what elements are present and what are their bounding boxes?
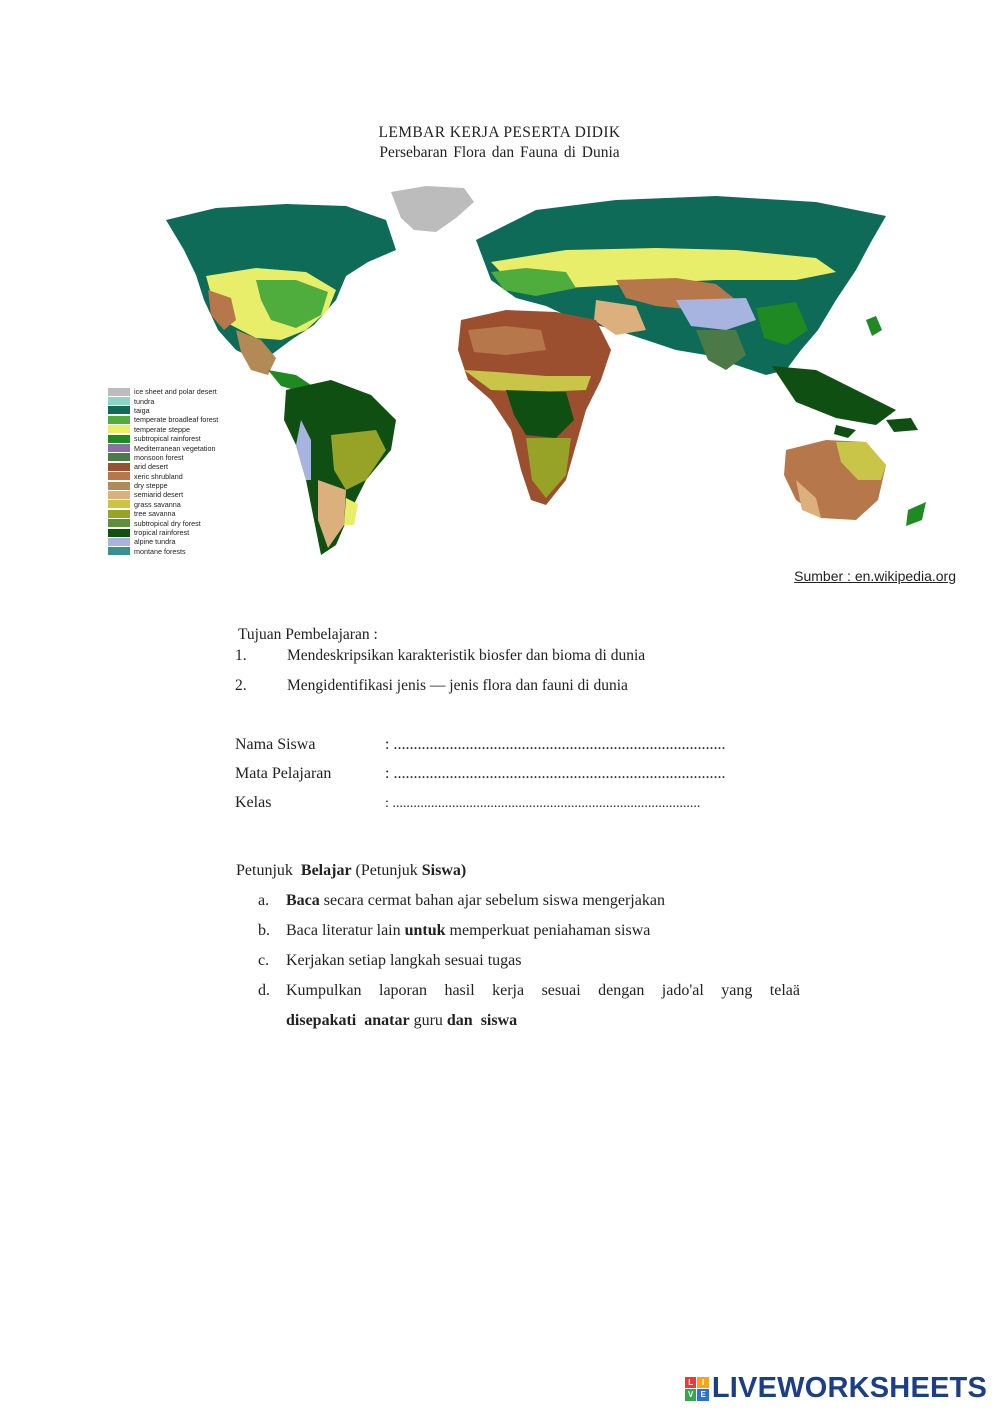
instruction-item-d-cont <box>286 1012 828 1030</box>
instruction-item-a <box>258 892 800 910</box>
legend-label: xeric shrubland <box>134 471 183 481</box>
legend-swatch <box>108 529 130 537</box>
legend-item <box>108 481 268 490</box>
legend-swatch <box>108 463 130 471</box>
legend-item <box>108 406 268 415</box>
legend-label: semiarid desert <box>134 490 184 500</box>
instr-title-word: (Petunjuk <box>355 862 418 879</box>
legend-label: tundra <box>134 396 155 406</box>
instr-letter: d. <box>258 982 270 999</box>
legend-label: subtropical rainforest <box>134 434 201 444</box>
instructions-title <box>236 862 466 880</box>
instr-bold: untuk <box>404 922 446 939</box>
legend-item <box>108 509 268 518</box>
legend-swatch <box>108 453 130 461</box>
instr-bold: dan siswa <box>446 1012 518 1029</box>
legend-swatch <box>108 397 130 405</box>
legend-label: tropical rainforest <box>134 528 190 538</box>
instr-letter: a. <box>258 892 270 909</box>
instruction-item-c <box>258 952 800 970</box>
legend-label: subtropical dry forest <box>134 518 201 528</box>
field-mata-pelajaran <box>235 765 795 783</box>
legend-item <box>108 490 268 499</box>
legend-item <box>108 528 268 537</box>
goal-item <box>235 647 645 665</box>
liveworksheets-brand[interactable] <box>685 1372 987 1405</box>
field-label: Mata Pelajaran <box>235 765 332 782</box>
liveworksheets-logo-icon <box>685 1377 709 1401</box>
logo-letter: I <box>697 1377 709 1389</box>
legend-swatch <box>108 538 130 546</box>
instr-bold: disepakati anatar <box>286 1012 410 1029</box>
instr-text: guru <box>409 1012 447 1029</box>
source-link[interactable]: Sumber : en.wikipedia.org <box>794 568 956 584</box>
legend-item <box>108 396 268 405</box>
legend-swatch <box>108 491 130 499</box>
instr-text: Kerjakan setiap langkah sesuai tugas <box>286 952 522 969</box>
legend-label: temperate broadleaf forest <box>134 415 219 425</box>
legend-swatch <box>108 406 130 414</box>
legend-item <box>108 472 268 481</box>
instr-text: memperkuat peniahaman siswa <box>445 922 651 939</box>
legend-label: arid desert <box>134 462 168 472</box>
field-label: Nama Siswa <box>235 736 316 753</box>
legend-label: temperate steppe <box>134 424 190 434</box>
legend-swatch <box>108 500 130 508</box>
legend-label: montane forests <box>134 546 186 556</box>
legend-label: tree savanna <box>134 509 176 519</box>
goal-text: Mendeskripsikan karakteristik biosfer dan bioma di dunia <box>287 647 646 664</box>
map-legend <box>108 387 268 556</box>
field-nama-siswa <box>235 736 795 754</box>
legend-item <box>108 547 268 556</box>
legend-label: ice sheet and polar desert <box>134 387 217 397</box>
legend-item <box>108 537 268 546</box>
legend-swatch <box>108 482 130 490</box>
field-blank[interactable]: : ........................................................................................ <box>385 796 701 811</box>
field-kelas <box>235 794 795 812</box>
goal-number: 2. <box>235 677 247 694</box>
goal-number: 1. <box>235 647 247 664</box>
legend-item <box>108 518 268 527</box>
instr-text: Kumpulkan laporan hasil kerja sesuai dengan jado'al yang telaä <box>286 982 800 999</box>
legend-item <box>108 434 268 443</box>
legend-item <box>108 462 268 471</box>
logo-letter: V <box>685 1389 697 1401</box>
legend-label: Mediterranean vegetation <box>134 443 216 453</box>
legend-swatch <box>108 472 130 480</box>
logo-letter: E <box>697 1389 709 1401</box>
instr-title-bold: Siswa) <box>421 862 467 879</box>
greenland-region <box>391 186 474 232</box>
instr-text: secara cermat bahan ajar sebelum siswa mengerjakan <box>319 892 665 909</box>
legend-item <box>108 415 268 424</box>
brand-text: LIVEWORKSHEETS <box>711 1372 987 1404</box>
legend-label: taiga <box>134 405 150 415</box>
legend-swatch <box>108 425 130 433</box>
field-label: Kelas <box>235 794 272 811</box>
instr-bold: Baca <box>286 892 320 909</box>
goal-item <box>235 677 628 695</box>
legend-item <box>108 387 268 396</box>
legend-item <box>108 425 268 434</box>
goals-title: Tujuan Pembelajaran : <box>238 626 378 643</box>
instr-text: Baca literatur lain <box>286 922 405 939</box>
instr-letter: c. <box>258 952 270 969</box>
legend-swatch <box>108 388 130 396</box>
logo-letter: L <box>685 1377 697 1389</box>
legend-label: monsoon forest <box>134 452 184 462</box>
field-blank[interactable]: : ................................................................................... <box>385 765 726 782</box>
legend-swatch <box>108 416 130 424</box>
legend-label: dry steppe <box>134 481 168 491</box>
legend-swatch <box>108 547 130 555</box>
legend-swatch <box>108 510 130 518</box>
legend-swatch <box>108 519 130 527</box>
instr-title-word: Petunjuk <box>236 862 293 879</box>
legend-swatch <box>108 435 130 443</box>
instruction-item-d <box>258 982 800 1000</box>
page-subtitle: Persebaran Flora dan Fauna di Dunia <box>379 144 620 161</box>
legend-item <box>108 443 268 452</box>
legend-label: alpine tundra <box>134 537 176 547</box>
instr-letter: b. <box>258 922 270 939</box>
legend-item <box>108 453 268 462</box>
field-blank[interactable]: : ................................................................................... <box>385 736 726 753</box>
instruction-item-b <box>258 922 800 940</box>
legend-label: grass savanna <box>134 499 181 509</box>
legend-item <box>108 500 268 509</box>
legend-swatch <box>108 444 130 452</box>
instr-title-bold: Belajar <box>300 862 352 879</box>
page-title: LEMBAR KERJA PESERTA DIDIK <box>378 124 621 141</box>
goal-text: Mengidentifikasi jenis — jenis flora dan fauni di dunia <box>287 677 628 694</box>
